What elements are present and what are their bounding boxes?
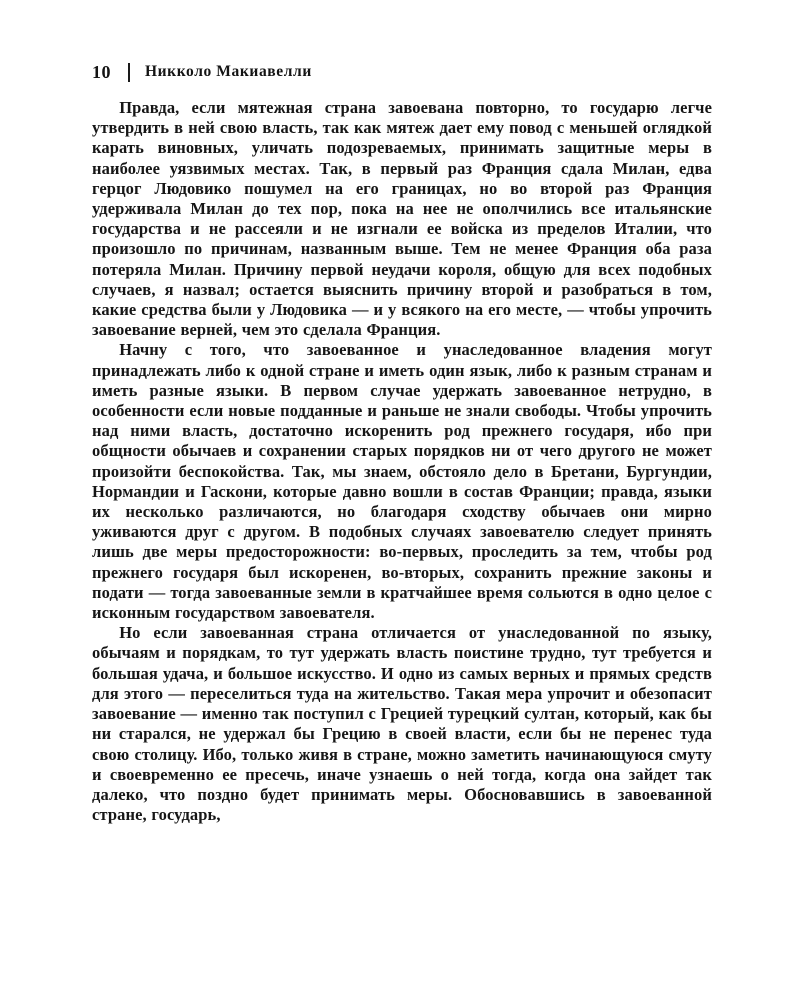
- running-header: [92, 60, 712, 84]
- paragraph: Но если завоеванная страна отличается от унаследованной по языку, обычаям и порядкам, то тут удержать власть поистине трудно, тут требуется и большая удача, и большое искусство. И одно из самых верных и прямых средств для этого — переселиться туда на жительство. Такая мера упрочит и обезопасит завоевание — именно так поступил с Грецией турецкий султан, который, как бы ни старался, не удержал бы Грецию в своей власти, если бы не перенес туда свою столицу. Ибо, только живя в стране, можно заметить начинающуюся смуту и своевременно ее пресечь, иначе узнаешь о ней тогда, когда она зайдет так далеко, что поздно будет принимать меры. Обосновавшись в завоеванной стране, государь,: [92, 623, 712, 825]
- page-number: 10: [92, 61, 111, 82]
- header-divider: [128, 63, 130, 82]
- body-text: [92, 98, 712, 825]
- running-title: Никколо Макиавелли: [145, 63, 312, 80]
- paragraph: Начну с того, что завоеванное и унаследованное владения могут принадлежать либо к одной стране и иметь один язык, либо к разным странам и иметь разные языки. В первом случае удержать завоеванное нетрудно, в особенности если новые подданные и раньше не знали свободы. Чтобы упрочить над ними власть, достаточно искоренить род прежнего государя, ибо при общности обычаев и сохранении старых порядков ни от чего другого не может произойти беспокойства. Так, мы знаем, обстояло дело в Бретани, Бургундии, Нормандии и Гаскони, которые давно вошли в состав Франции; правда, языки их несколько различаются, но благодаря сходству обычаев они мирно уживаются друг с другом. В подобных случаях завоевателю следует принять лишь две меры предосторожности: во-первых, проследить за тем, чтобы род прежнего государя был искоренен, во-вторых, сохранить прежние законы и подати — тогда завоеванные земли в кратчайшее время сольются в одно целое с исконным государством завоевателя.: [92, 340, 712, 623]
- paragraph: Правда, если мятежная страна завоевана повторно, то государю легче утвердить в ней свою власть, так как мятеж дает ему повод с меньшей оглядкой карать виновных, уличать подозреваемых, принимать защитные меры в наиболее уязвимых местах. Так, в первый раз Франция сдала Милан, едва герцог Людовико пошумел на его границах, но во второй раз Франция удерживала Милан до тех пор, пока на нее не ополчились все итальянские государства и не рассеяли и не изгнали ее войска из пределов Италии, что произошло по причинам, названным выше. Тем не менее Франция оба раза потеряла Милан. Причину первой неудачи короля, общую для всех подобных случаев, я назвал; остается выяснить причину второй и разобраться в том, какие средства были у Людовика — и у всякого на его месте, — чтобы упрочить завоевание верней, чем это сделала Франция.: [92, 98, 712, 340]
